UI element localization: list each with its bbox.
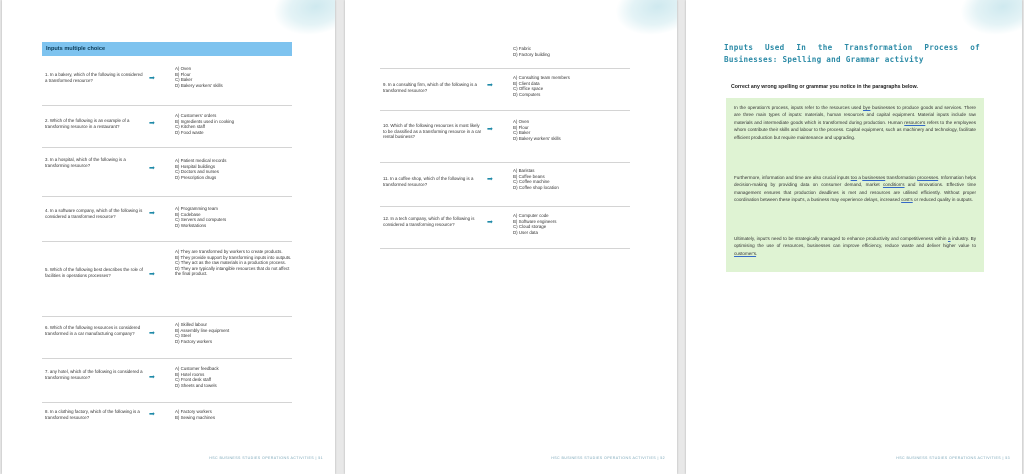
paragraph-box bbox=[726, 98, 984, 272]
option[interactable]: A) They are transformed by workers to create products. bbox=[175, 249, 283, 254]
option[interactable]: D) User data bbox=[513, 229, 538, 235]
options bbox=[175, 366, 292, 388]
option[interactable]: B) Codebase bbox=[175, 211, 201, 217]
flagged-word[interactable]: resource's bbox=[904, 119, 926, 125]
paragraph-1: In the operation's process, inputs refer to the resources used bye businesses to produce goods and services. There are three main types of inputs: materials, human resources and capital equipment. Material inputs include raw materials and intermediate goods which is transformed during production. Human resource's refers to the employees whom contribute their skills and labour to the process. Capital equipment, such as machinery and technology, facilitate efficient production but require maintenance and upgrading. bbox=[734, 105, 976, 140]
option[interactable]: C) Cloud storage bbox=[513, 224, 547, 230]
option[interactable]: D) Prescription drugs bbox=[175, 174, 217, 180]
question-text: 2. Which of the following is an example of a transforming resource in a restaurant? bbox=[45, 118, 130, 129]
option[interactable]: A) Factory workers bbox=[175, 409, 212, 414]
option[interactable]: C) Servers and computers bbox=[175, 217, 227, 223]
page-footer: HSC BUSINESS STUDIES OPERATIONS ACTIVITIES | 52 bbox=[551, 456, 665, 460]
option[interactable]: B) Hospital buildings bbox=[175, 163, 216, 169]
question-text: 5. Which of the following best describes the role of facilities in operations processes? bbox=[45, 267, 143, 278]
option[interactable]: D) Food waste bbox=[175, 129, 204, 135]
option[interactable]: B) They provide support by transforming inputs into outputs. bbox=[175, 254, 292, 260]
question-row bbox=[42, 196, 292, 242]
option[interactable]: C) Kitchen staff bbox=[175, 124, 205, 130]
question-row bbox=[380, 42, 630, 69]
option[interactable]: C) Baker bbox=[513, 130, 531, 136]
question-text: 10. Which of the following resources is most likely to be classified as a transforming resource in a car rental business? bbox=[383, 123, 482, 139]
arrow-right-icon: ➡ bbox=[149, 210, 155, 217]
option[interactable]: C) Baker bbox=[175, 77, 193, 83]
options bbox=[175, 206, 292, 228]
option[interactable]: A) Computer code bbox=[513, 213, 549, 218]
question-row bbox=[42, 358, 292, 403]
option[interactable]: C) Front desk staff bbox=[175, 377, 212, 383]
option[interactable]: C) Coffee machine bbox=[513, 179, 550, 185]
question-row bbox=[42, 147, 292, 197]
arrow-right-icon: ➡ bbox=[487, 176, 493, 183]
page-title: Inputs Used In the Transformation Process of Businesses: Spelling and Grammar activity bbox=[724, 43, 980, 64]
option[interactable]: A) Oven bbox=[175, 66, 192, 71]
section-header: Inputs multiple choice bbox=[42, 42, 292, 56]
option[interactable]: A) Programming team bbox=[175, 206, 218, 211]
option[interactable]: D) Factory building bbox=[513, 51, 550, 57]
arrow-right-icon: ➡ bbox=[149, 165, 155, 172]
option[interactable]: D) Bakery workers' skills bbox=[175, 82, 223, 88]
page-3 bbox=[686, 0, 1022, 474]
option[interactable]: B) Flour bbox=[513, 124, 529, 130]
option[interactable]: C) Fabric bbox=[513, 46, 532, 51]
option[interactable]: B) Coffee beans bbox=[513, 173, 545, 179]
option[interactable]: D) Workstations bbox=[175, 222, 207, 228]
question-row bbox=[380, 206, 630, 249]
paragraph-3: Ultimately, input's need to be strategically managed to enhance productivity and competitiveness within a industry. By optimising the use of resources, businesses can improve efficiency, reduce waste and deliver higher value to customer's. bbox=[734, 236, 977, 256]
question-row bbox=[42, 241, 292, 317]
option[interactable]: C) Steel bbox=[175, 333, 191, 339]
question-text: 6. Which of the following resources is considered transformed in a car manufacturing company? bbox=[45, 325, 141, 336]
option[interactable]: B) Sewing machines bbox=[175, 414, 216, 420]
options bbox=[513, 46, 630, 57]
flagged-word[interactable]: a bbox=[947, 236, 951, 241]
watercolor-splash bbox=[958, 0, 1022, 42]
question-text: 3. In a hospital, which of the following is a transforming resource? bbox=[45, 157, 126, 168]
question-row bbox=[380, 162, 630, 207]
arrow-right-icon: ➡ bbox=[149, 271, 155, 278]
option[interactable]: A) Baristas bbox=[513, 168, 535, 173]
options bbox=[513, 75, 630, 97]
option[interactable]: D) Bakery workers' skills bbox=[513, 135, 561, 141]
paragraph-2: Furthermore, information and time are also crucial inputs too a businesses transformation processes. Information helps decision-making by providing data on consumer demand, market condition's and innovations. Effective time management ensures that production deadlines is met and resources are utilised efficiently. Without proper coordination between these input's, a business may experience delays, increased cost's or reduced quality in outputs. bbox=[734, 175, 976, 203]
arrow-right-icon: ➡ bbox=[149, 120, 155, 127]
arrow-right-icon: ➡ bbox=[149, 330, 155, 337]
options bbox=[175, 158, 292, 180]
option[interactable]: D) Sheets and towels bbox=[175, 382, 217, 388]
flagged-word[interactable]: condition's bbox=[882, 182, 905, 188]
option[interactable]: D) They are typically intangible resources that do not affect the final product. bbox=[175, 265, 290, 277]
flagged-word[interactable]: too bbox=[850, 175, 858, 180]
option[interactable]: A) Customers' orders bbox=[175, 113, 217, 118]
flagged-word[interactable]: customer's bbox=[734, 250, 757, 256]
option[interactable]: A) Oven bbox=[513, 119, 530, 124]
question-row bbox=[42, 58, 292, 106]
options bbox=[513, 119, 630, 141]
arrow-right-icon: ➡ bbox=[487, 82, 493, 89]
page-footer: HSC BUSINESS STUDIES OPERATIONS ACTIVITIES | 53 bbox=[896, 456, 1010, 460]
watercolor-splash bbox=[271, 0, 335, 42]
question-text: 8. In a clothing factory, which of the following is a transformed resource? bbox=[45, 409, 140, 420]
question-text: 4. In a software company, which of the following is considered a transformed resource? bbox=[45, 208, 143, 219]
question-text: 7. any hotel, which of the following is considered a transforming resource? bbox=[45, 369, 143, 380]
question-row bbox=[380, 110, 630, 163]
options bbox=[175, 322, 292, 344]
option[interactable]: A) Skilled labour bbox=[175, 322, 207, 327]
watercolor-splash bbox=[613, 0, 677, 42]
flagged-word[interactable]: businesses bbox=[862, 175, 886, 180]
question-row bbox=[380, 68, 630, 111]
option[interactable]: A) Customer feedback bbox=[175, 366, 219, 371]
page-1 bbox=[2, 0, 335, 474]
arrow-right-icon: ➡ bbox=[149, 374, 155, 381]
question-text: 9. In a consulting firm, which of the following is a transformed resource? bbox=[383, 82, 477, 93]
option[interactable]: D) Computers bbox=[513, 91, 541, 97]
option[interactable]: C) Office space bbox=[513, 86, 544, 92]
options bbox=[175, 113, 292, 135]
option[interactable]: D) Coffee shop location bbox=[513, 184, 559, 190]
option[interactable]: C) They act as the raw materials in a production process. bbox=[175, 260, 286, 266]
options bbox=[513, 168, 630, 190]
option[interactable]: B) Ingredients used in cooking bbox=[175, 118, 235, 124]
option[interactable]: A) Patient medical records bbox=[175, 158, 227, 163]
question-text: 12. In a tech company, which of the following is considered a transforming resource? bbox=[383, 216, 475, 227]
question-row bbox=[42, 316, 292, 359]
page-2 bbox=[345, 0, 677, 474]
options bbox=[175, 409, 292, 420]
flagged-word[interactable]: processes bbox=[917, 175, 939, 180]
question-row bbox=[42, 105, 292, 148]
arrow-right-icon: ➡ bbox=[487, 126, 493, 133]
option[interactable]: B) Assembly line equipment bbox=[175, 327, 230, 333]
option[interactable]: A) Consulting team members bbox=[513, 75, 570, 80]
option[interactable]: B) Software engineers bbox=[513, 218, 557, 224]
arrow-right-icon: ➡ bbox=[487, 219, 493, 226]
question-text: 11. In a coffee shop, which of the following is a transformed resource? bbox=[383, 176, 474, 187]
options bbox=[175, 66, 292, 88]
option[interactable]: D) Factory workers bbox=[175, 338, 213, 344]
options bbox=[175, 249, 292, 277]
option[interactable]: C) Doctors and nurses bbox=[175, 169, 219, 175]
options bbox=[513, 213, 630, 235]
option[interactable]: B) Client data bbox=[513, 80, 540, 86]
instruction-text: Correct any wrong spelling or grammar you notice in the paragraphs below. bbox=[731, 84, 918, 90]
option[interactable]: B) Flour bbox=[175, 71, 191, 77]
question-row bbox=[42, 402, 292, 428]
flagged-word[interactable]: cost's bbox=[901, 197, 913, 203]
question-text: 1. In a bakery, which of the following is considered a transformed resource? bbox=[45, 72, 143, 83]
flagged-word[interactable]: bye bbox=[863, 105, 871, 110]
page-footer: HSC BUSINESS STUDIES OPERATIONS ACTIVITIES | 51 bbox=[209, 456, 323, 460]
arrow-right-icon: ➡ bbox=[149, 411, 155, 418]
arrow-right-icon: ➡ bbox=[149, 75, 155, 82]
option[interactable]: B) Hotel rooms bbox=[175, 371, 205, 377]
